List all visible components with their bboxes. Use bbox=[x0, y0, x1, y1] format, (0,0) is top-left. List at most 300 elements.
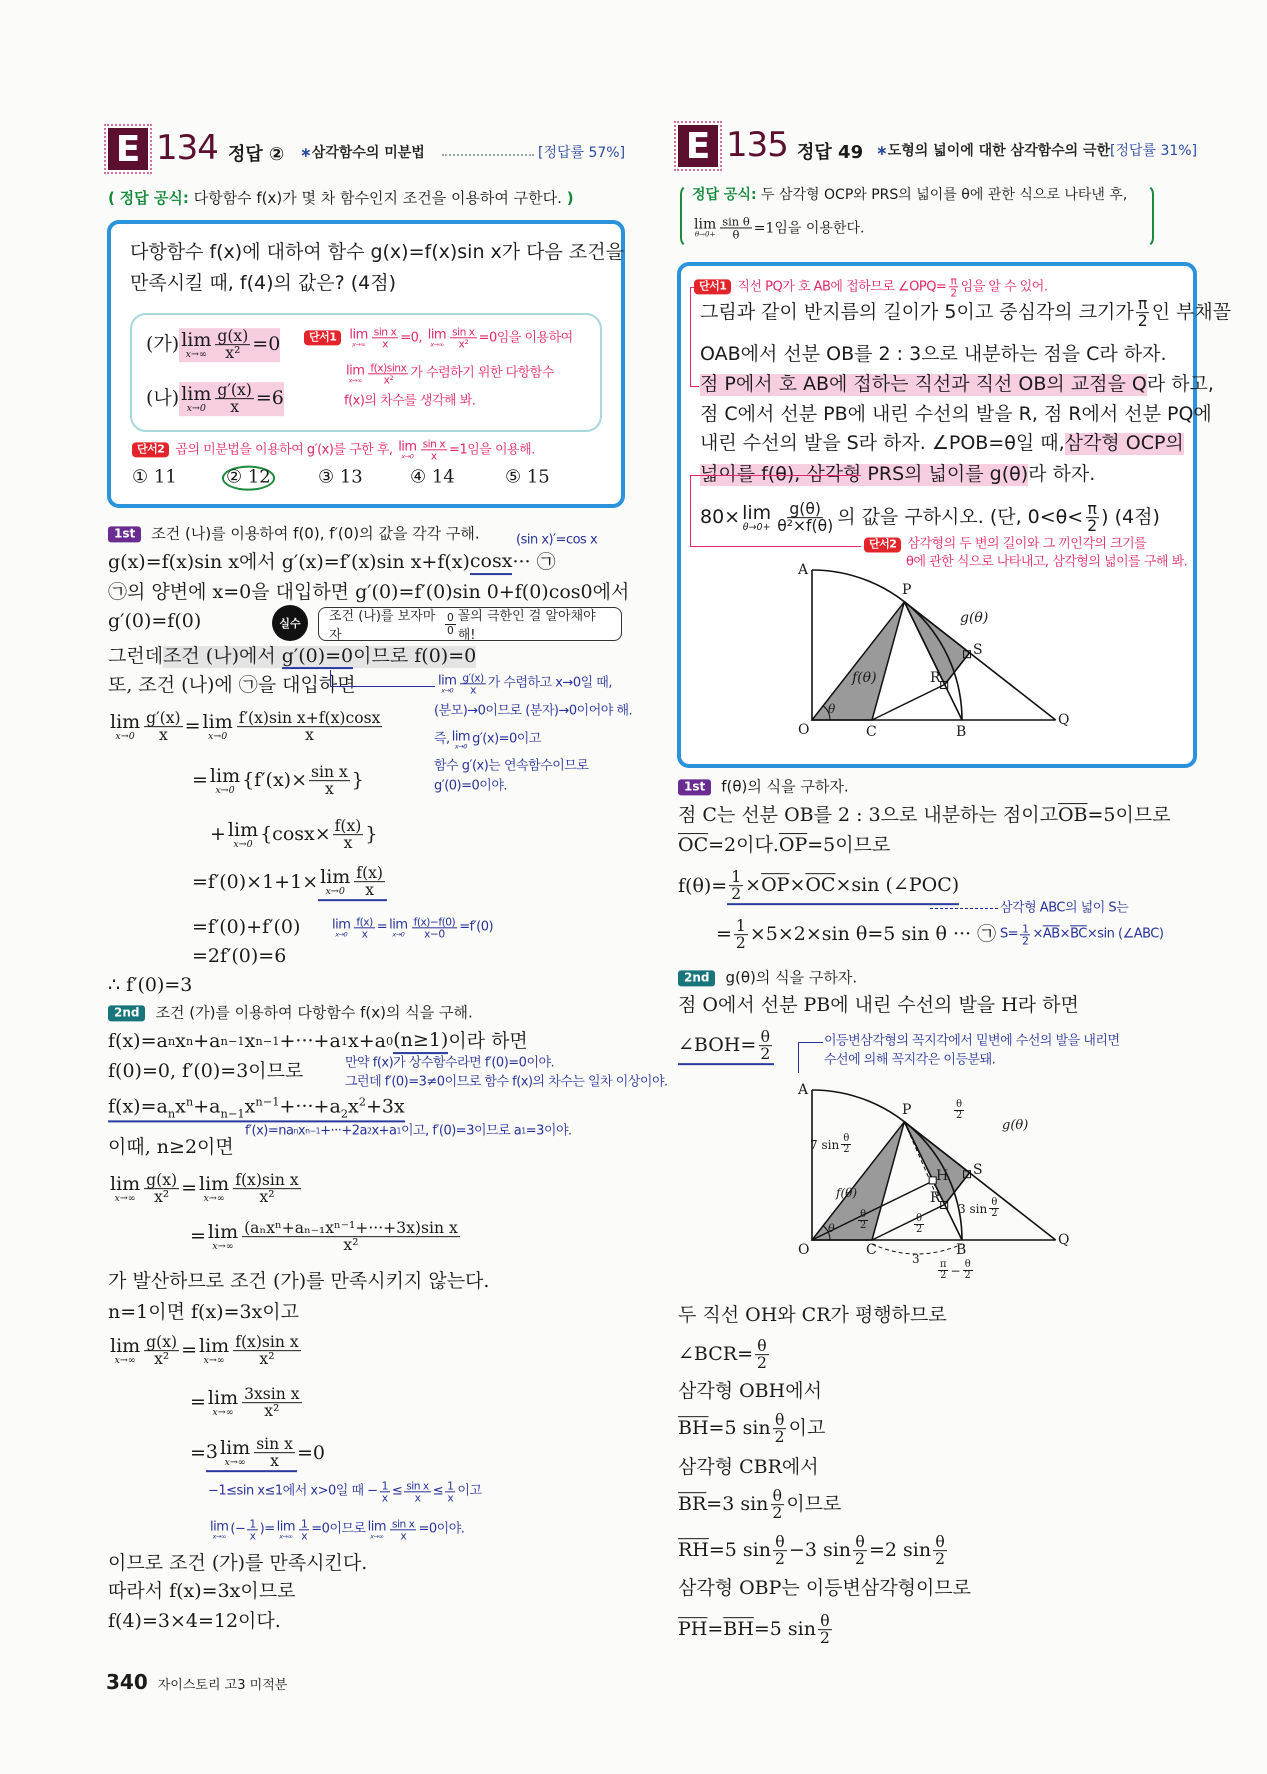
segment-overline: $\overline{RH}$ bbox=[678, 1539, 709, 1562]
problem-number: 134 bbox=[156, 128, 218, 168]
lim-word: lim bbox=[207, 1386, 239, 1409]
text-run: +a bbox=[193, 1095, 221, 1118]
denominator: 2 bbox=[775, 1550, 785, 1569]
denominator: x bbox=[270, 1452, 279, 1471]
numerator: g′(x) bbox=[217, 381, 252, 400]
solution-line bbox=[108, 1137, 234, 1159]
subscript: n bbox=[167, 1106, 176, 1121]
text-run: = bbox=[716, 923, 732, 946]
solution-line bbox=[108, 551, 556, 575]
choice-3[interactable]: ③ 13 bbox=[318, 466, 363, 488]
fraction bbox=[299, 1518, 309, 1541]
text-run: x bbox=[175, 1095, 186, 1118]
fraction bbox=[954, 1100, 964, 1122]
text-run: 그런데 bbox=[108, 645, 164, 668]
star-icon: ∗ bbox=[876, 143, 888, 159]
condition-na bbox=[146, 382, 284, 416]
text-run: (n≥1) bbox=[393, 1029, 449, 1052]
fraction bbox=[758, 1029, 772, 1063]
solution-line bbox=[678, 1412, 825, 1446]
lim-word: lim bbox=[227, 818, 259, 841]
numerator: θ bbox=[760, 1028, 770, 1047]
text-run: =f′(0) bbox=[459, 919, 494, 935]
underline-emphasis bbox=[282, 645, 353, 669]
fraction bbox=[372, 326, 398, 349]
lim-subscript: x→∞ bbox=[114, 1192, 136, 1204]
superscript: n−1 bbox=[305, 1126, 321, 1136]
text-run: 수선에 의해 꼭지각은 이등분돼. bbox=[824, 1052, 996, 1068]
label-a: A bbox=[798, 562, 809, 578]
segment-overline: $\overline{OP}$ bbox=[761, 874, 790, 896]
fraction bbox=[773, 1412, 787, 1446]
step2-heading bbox=[678, 969, 857, 986]
text-run: +a bbox=[193, 1030, 221, 1053]
denominator: 2 bbox=[950, 286, 957, 300]
text-run: =6 bbox=[255, 387, 284, 409]
lim-subscript: x→∞ bbox=[430, 340, 444, 349]
fraction bbox=[354, 865, 385, 899]
numerator: sin x bbox=[392, 1517, 415, 1531]
denominator: x bbox=[159, 726, 168, 745]
segment-overline: $\overline{BR}$ bbox=[678, 1493, 707, 1516]
text-run: f(4)=3×4=12이다. bbox=[108, 1610, 281, 1633]
label-q: Q bbox=[1058, 1232, 1070, 1248]
solution-line bbox=[108, 1095, 405, 1122]
denominator: 2 bbox=[940, 1270, 947, 1282]
denominator: x bbox=[381, 1491, 388, 1505]
numerator: θ bbox=[757, 1337, 767, 1356]
fraction bbox=[938, 1260, 948, 1282]
numerator: (aₙxⁿ+aₙ₋₁xⁿ⁻¹+···+3x)sin x bbox=[244, 1219, 458, 1238]
solution-line bbox=[678, 805, 1171, 827]
denominator: x² bbox=[259, 1350, 275, 1369]
numerator: f(x) bbox=[356, 864, 384, 883]
text-run: =5 sin bbox=[708, 1417, 771, 1440]
text-run: 내린 수선의 발을 S라 하자. ∠POB=θ일 때, bbox=[700, 432, 1065, 455]
text-run: − bbox=[950, 1263, 961, 1278]
segment-overline: $\overline{OC}$ bbox=[805, 874, 836, 896]
text-run: 라 하자. bbox=[1028, 463, 1096, 486]
fraction bbox=[1085, 501, 1099, 535]
solution-line bbox=[108, 1581, 295, 1603]
underline-emphasis bbox=[318, 865, 387, 901]
solution-line bbox=[190, 1386, 304, 1420]
fraction bbox=[729, 869, 743, 903]
solution-line bbox=[108, 646, 476, 668]
lim-subscript: x→∞ bbox=[185, 348, 207, 360]
text-run: = bbox=[190, 1225, 206, 1248]
numerator: θ bbox=[774, 1411, 785, 1430]
text-run: =0임을 이용하여 bbox=[478, 330, 573, 346]
solution-line bbox=[210, 818, 377, 852]
problem-text-line bbox=[130, 242, 624, 264]
solution-line bbox=[192, 764, 364, 798]
label-f-theta: f(θ) bbox=[852, 670, 877, 686]
text-run: =3이야. bbox=[525, 1123, 572, 1139]
note-line bbox=[434, 705, 632, 720]
note-line bbox=[345, 1057, 554, 1072]
denominator: 2 bbox=[731, 885, 742, 904]
lim-word: lim bbox=[220, 1436, 251, 1459]
fraction bbox=[770, 1488, 784, 1522]
lim-word: lim bbox=[199, 1334, 230, 1357]
denominator: θ bbox=[732, 227, 740, 242]
numerator: π bbox=[950, 274, 957, 288]
fraction bbox=[421, 438, 447, 461]
fraction bbox=[404, 1480, 430, 1503]
numerator: 0 bbox=[446, 611, 454, 625]
choice-5[interactable]: ⑤ 15 bbox=[505, 466, 550, 488]
denominator: x−0 bbox=[424, 927, 445, 941]
text-run: × bbox=[1032, 926, 1043, 942]
numerator: π bbox=[1087, 500, 1097, 519]
denominator: 2 bbox=[772, 1504, 783, 1523]
numerator: g′(x) bbox=[146, 709, 181, 728]
solution-line bbox=[678, 1613, 834, 1647]
text-run: 조건 (가)를 이용하여 다항함수 f(x)의 식을 구해. bbox=[155, 1003, 473, 1022]
text-run: 다항함수 f(x)에 대하여 함수 g(x)=f(x)sin x가 다음 조건을 bbox=[130, 241, 624, 264]
label-b: B bbox=[956, 724, 967, 740]
text-run: 3 bbox=[205, 1441, 219, 1463]
text-run: 7 sin bbox=[810, 1137, 840, 1152]
text-run: x+a bbox=[371, 1123, 397, 1139]
numerator: θ bbox=[860, 1209, 867, 1220]
denominator: x bbox=[382, 337, 388, 351]
gray-highlight bbox=[163, 646, 476, 668]
problem-text-line bbox=[130, 273, 396, 295]
denominator: x bbox=[361, 927, 368, 941]
solution-line bbox=[678, 1381, 822, 1403]
label-p: P bbox=[902, 1102, 912, 1118]
limit-operator bbox=[181, 382, 212, 414]
text-run: =1임을 이용한다. bbox=[753, 219, 865, 236]
sector-figure bbox=[790, 562, 1090, 752]
denominator: x² bbox=[264, 1402, 280, 1421]
label-3sin bbox=[958, 1198, 1001, 1220]
text-run: 두 삼각형 OCP와 PRS의 넓이를 θ에 관한 식으로 나타낸 후, bbox=[761, 186, 1128, 203]
denominator: x² bbox=[154, 1188, 170, 1207]
lim-subscript: x→∞ bbox=[279, 1532, 293, 1541]
text-run: 그런데 f′(0)=3≠0이므로 함수 f(x)의 차수는 일차 이상이야. bbox=[345, 1074, 668, 1090]
label-a: A bbox=[798, 1082, 809, 1098]
numerator: g(x) bbox=[146, 1171, 178, 1190]
text-run: 이고 bbox=[457, 1483, 482, 1499]
lim-word: lim bbox=[332, 917, 351, 933]
fraction bbox=[720, 215, 752, 240]
segment-cr bbox=[872, 685, 945, 720]
text-run: S= bbox=[1000, 926, 1019, 942]
problem-text-line bbox=[700, 433, 1184, 455]
text-run: −1≤sin x≤1에서 x>0일 때 − bbox=[208, 1483, 378, 1499]
star-icon: ∗ bbox=[300, 145, 312, 161]
label-s: S bbox=[973, 642, 983, 658]
numerator: g(x) bbox=[217, 327, 249, 346]
note-line bbox=[434, 730, 541, 750]
hint2 bbox=[864, 538, 1146, 553]
label-g-theta: g(θ) bbox=[960, 610, 989, 626]
section-badge: E bbox=[678, 125, 718, 167]
text-run: ) (4점) bbox=[1101, 506, 1160, 529]
lim-word: lim bbox=[742, 501, 772, 524]
numerator: f(x)sinx bbox=[370, 361, 407, 375]
numerator: f(x)sin x bbox=[235, 1171, 299, 1190]
note-line bbox=[436, 672, 612, 695]
note-line bbox=[208, 1518, 464, 1541]
limit-operator bbox=[694, 218, 716, 239]
lim-word: lim bbox=[199, 1172, 230, 1195]
text-run: = bbox=[707, 1618, 724, 1641]
limit-operator bbox=[207, 1220, 239, 1252]
lim-subscript: θ→0+ bbox=[694, 230, 716, 239]
highlight bbox=[179, 328, 280, 362]
page-footer bbox=[106, 1670, 287, 1694]
solution-line bbox=[108, 1302, 299, 1324]
numerator: f(x)−f(0) bbox=[413, 915, 456, 929]
text-run: =2이다. bbox=[708, 834, 779, 857]
fraction bbox=[309, 764, 350, 798]
text-run: 삼각형 CBR에서 bbox=[678, 1456, 819, 1479]
segment-overline: $\overline{BC}$ bbox=[1070, 926, 1087, 942]
lim-subscript: x→∞ bbox=[212, 1240, 234, 1252]
denominator: x bbox=[430, 449, 437, 463]
choice-2-selected[interactable] bbox=[222, 466, 275, 491]
note-line bbox=[824, 1054, 995, 1069]
text-run: } bbox=[365, 823, 378, 846]
answer-formula bbox=[108, 187, 574, 208]
text-run: =0, bbox=[400, 330, 426, 346]
text-run: 삼각형 OBH에서 bbox=[678, 1380, 822, 1403]
label-b: B bbox=[956, 1242, 967, 1258]
text-run: 또, 조건 (나)에 ㉠을 대입하면 bbox=[108, 674, 356, 697]
lim-subscript: x→0 bbox=[233, 838, 253, 850]
step-text bbox=[151, 525, 479, 542]
text-run: x+a bbox=[348, 1030, 386, 1053]
solution-line bbox=[108, 710, 384, 744]
segment-overline: $\overline{OB}$ bbox=[1057, 804, 1088, 827]
text-run: 조건 (나)를 이용하여 f(0), f′(0)의 값을 각각 구해. bbox=[151, 524, 480, 543]
denominator: x bbox=[343, 834, 353, 853]
choice-1[interactable]: ① 11 bbox=[132, 466, 177, 488]
numerator: θ bbox=[820, 1612, 830, 1631]
solution-line bbox=[678, 1534, 949, 1568]
numerator: f(x)sin x bbox=[235, 1333, 299, 1352]
text-run: = bbox=[192, 769, 208, 792]
limit-operator bbox=[320, 865, 351, 897]
numerator: sin x bbox=[256, 1435, 293, 1454]
lim-subscript: x→0 bbox=[215, 784, 235, 796]
lim-subscript: x→0 bbox=[115, 730, 135, 742]
numerator: θ bbox=[935, 1533, 945, 1552]
fraction bbox=[380, 1480, 390, 1503]
fraction bbox=[233, 1172, 300, 1206]
denominator: x bbox=[414, 1491, 421, 1505]
fraction bbox=[242, 1386, 301, 1420]
numerator: θ bbox=[855, 1533, 865, 1552]
numerator: f′(x)sin x+f(x)cosx bbox=[238, 709, 381, 728]
tangent-pq bbox=[904, 1122, 1055, 1240]
text-run: = bbox=[181, 1177, 198, 1200]
solution-line bbox=[678, 1457, 819, 1479]
solution-line bbox=[108, 1030, 528, 1054]
correct-rate: [정답률 57%] bbox=[538, 145, 626, 161]
limit-operator bbox=[398, 440, 416, 460]
step-text bbox=[155, 1004, 472, 1021]
lim-subscript: x→∞ bbox=[203, 1192, 225, 1204]
solution-line bbox=[108, 675, 356, 697]
lim-word: lim bbox=[346, 363, 365, 379]
text-run: =3 sin bbox=[706, 1493, 769, 1516]
topic-text: 도형의 넓이에 대한 삼각함수의 극한 bbox=[887, 143, 1111, 159]
numerator: θ bbox=[956, 1099, 963, 1110]
text-run: +···+a bbox=[279, 1030, 341, 1053]
step-tag: 1st bbox=[678, 779, 711, 795]
fraction bbox=[215, 328, 250, 362]
text-run: (분모)→0이므로 (분자)→0이어야 해. bbox=[434, 703, 633, 719]
page-number: 340 bbox=[106, 1670, 148, 1694]
lim-word: lim bbox=[349, 327, 368, 343]
lim-word: lim bbox=[181, 328, 212, 351]
denominator: 2 bbox=[991, 1208, 998, 1220]
denominator: x² bbox=[343, 1236, 359, 1255]
text-run: 함수 g′(x)는 연속함수이므로 bbox=[434, 758, 589, 774]
text-run: (나) bbox=[146, 387, 180, 410]
text-run: + bbox=[210, 823, 226, 846]
denominator: 2 bbox=[964, 1270, 971, 1282]
limit-operator bbox=[368, 1520, 386, 1540]
denominator: x bbox=[301, 1529, 308, 1543]
text-run: 점 C에서 선분 PB에 내린 수선의 발을 R, 점 R에서 선분 PQ에 bbox=[700, 403, 1212, 426]
lim-word: lim bbox=[398, 439, 417, 455]
numerator: θ bbox=[843, 1133, 850, 1144]
text-run: x bbox=[244, 1030, 256, 1053]
problem-text-line bbox=[700, 404, 1212, 426]
solution-line bbox=[108, 1172, 303, 1206]
text-run: =2f′(0)=6 bbox=[192, 945, 287, 968]
note-line bbox=[434, 780, 507, 795]
limit-operator bbox=[332, 918, 350, 938]
fraction bbox=[933, 1534, 947, 1568]
numerator: g′(x) bbox=[462, 671, 484, 685]
lim-subscript: x→∞ bbox=[203, 1354, 225, 1366]
lim-word: lim bbox=[320, 865, 351, 888]
limit-operator bbox=[199, 1334, 230, 1366]
paren-open: ( bbox=[108, 189, 115, 207]
label-g-theta: g(θ) bbox=[1002, 1118, 1029, 1133]
text-run: ∠BCR= bbox=[678, 1343, 753, 1366]
hint-text bbox=[907, 538, 1146, 553]
choice-4[interactable]: ④ 14 bbox=[410, 466, 455, 488]
note-line bbox=[345, 1076, 668, 1091]
step-tag: 1st bbox=[108, 526, 141, 542]
note-sin-derivative bbox=[516, 534, 597, 549]
text-run: OAB에서 선분 OB를 2 : 3으로 내분하는 점을 C라 하자. bbox=[700, 343, 1167, 366]
limit-operator bbox=[110, 710, 141, 742]
fraction bbox=[215, 382, 253, 416]
book-title: 자이스토리 고3 미적분 bbox=[157, 1678, 288, 1693]
numerator: sin x bbox=[373, 325, 397, 339]
denominator: 2 bbox=[819, 1629, 830, 1648]
text-run: 이때, n≥2이면 bbox=[108, 1136, 234, 1159]
detailed-sector-diagram bbox=[790, 1082, 1100, 1297]
hint-bracket bbox=[690, 287, 699, 387]
fraction bbox=[445, 1480, 455, 1503]
note-line bbox=[245, 1125, 572, 1140]
text-run: = bbox=[181, 1339, 198, 1362]
formula-label: 정답 공식: bbox=[119, 189, 189, 207]
lim-subscript: x→0 bbox=[454, 742, 467, 751]
denominator: x bbox=[324, 780, 334, 799]
note-line bbox=[330, 916, 493, 939]
fraction bbox=[368, 362, 408, 385]
lim-word: lim bbox=[209, 764, 241, 787]
text-run: ×sin (∠POC) bbox=[835, 874, 960, 896]
text-run: 삼각형의 두 변의 길이와 그 끼인각의 크기를 bbox=[907, 536, 1147, 552]
lim-word: lim bbox=[110, 1334, 141, 1357]
text-run: 가 발산하므로 조건 (가)를 만족시키지 않는다. bbox=[108, 1270, 490, 1293]
underline-emphasis bbox=[470, 551, 513, 575]
text-run: θ에 관한 식으로 나타내고, 삼각형의 넓이를 구해 봐. bbox=[906, 554, 1188, 570]
numerator: 3xsin x bbox=[244, 1385, 300, 1404]
limit-operator bbox=[438, 674, 456, 694]
text-run: )= bbox=[259, 1521, 275, 1537]
text-run: +···+2a bbox=[320, 1123, 367, 1139]
fraction bbox=[858, 1210, 868, 1232]
triangle-ocp bbox=[812, 602, 904, 720]
hint1-line2 bbox=[344, 362, 554, 385]
text-run: {f′(x)× bbox=[242, 769, 307, 792]
note-arrow bbox=[798, 1042, 823, 1073]
limit-operator bbox=[207, 1386, 239, 1418]
highlight bbox=[1065, 433, 1184, 455]
fraction bbox=[412, 916, 458, 939]
text-run: 점 C는 선분 OB를 2 : 3으로 내분하는 점이고 bbox=[678, 804, 1058, 827]
numerator: f(x) bbox=[356, 915, 373, 929]
limit-operator bbox=[428, 328, 446, 348]
numerator: θ bbox=[916, 1213, 923, 1224]
fraction bbox=[841, 1134, 851, 1156]
denominator: 2 bbox=[860, 1220, 867, 1232]
hint-tag: 단서2 bbox=[132, 443, 169, 458]
text-run: x bbox=[244, 1095, 256, 1118]
text-run: =f′(0)+f′(0) bbox=[192, 916, 301, 939]
text-run: f′(x)=na bbox=[245, 1123, 294, 1139]
text-run: 이므로 f(0)=0 bbox=[353, 645, 477, 668]
solution-line bbox=[192, 917, 300, 939]
formula-label: 정답 공식: bbox=[692, 186, 757, 203]
lim-subscript: x→∞ bbox=[348, 376, 362, 385]
denominator: 2 bbox=[735, 934, 746, 953]
text-run: +3x bbox=[366, 1095, 405, 1118]
lim-word: lim bbox=[110, 1172, 141, 1195]
solution-line bbox=[108, 975, 192, 997]
solution-line bbox=[190, 1436, 325, 1472]
numerator: g(θ) bbox=[789, 500, 821, 519]
lim-word: lim bbox=[276, 1519, 295, 1535]
text-run: 점 P에서 호 AB에 접하는 직선과 직선 OB의 교점을 Q bbox=[700, 373, 1147, 396]
note-arrow bbox=[930, 908, 998, 909]
section-badge: E bbox=[108, 128, 148, 170]
step-text bbox=[721, 778, 848, 795]
segment-overline: $\overline{BH}$ bbox=[678, 1417, 709, 1440]
text-run: f(0)=0, f′(0)=3이므로 bbox=[108, 1060, 304, 1083]
denominator: x bbox=[230, 398, 239, 417]
lim-word: lim bbox=[202, 710, 233, 733]
hint1-line3 bbox=[344, 395, 475, 410]
text-run: ≤ bbox=[432, 1483, 444, 1499]
text-run: =f′(0)×1+1× bbox=[192, 871, 319, 894]
superscript: n−1 bbox=[255, 1094, 280, 1109]
subscript: n bbox=[167, 1034, 176, 1049]
